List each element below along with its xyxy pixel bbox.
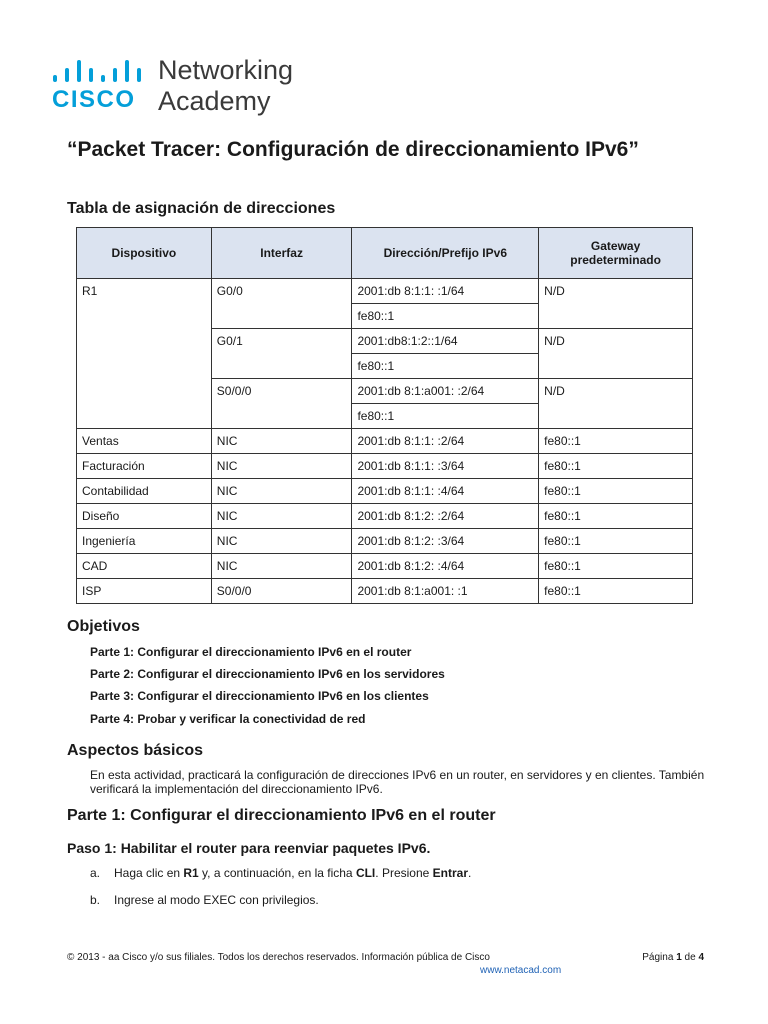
background-heading: Aspectos básicos [67, 742, 204, 759]
device-cell: R1 [77, 279, 212, 429]
interface-cell: NIC [211, 529, 352, 554]
interface-cell: NIC [211, 504, 352, 529]
table-row [77, 279, 693, 304]
instruction-text: Haga clic en [114, 866, 184, 880]
interface-cell: NIC [211, 429, 352, 454]
instruction-letter: b. [90, 893, 101, 907]
background-paragraph: En esta actividad, practicará la configuración de direcciones IPv6 en un router, en servidores y en clientes. También verificará la implementación del direccionamiento IPv6. [90, 768, 705, 796]
link-local-cell: fe80::1 [352, 304, 539, 329]
interface-cell: NIC [211, 554, 352, 579]
objective-item: Parte 2: Configurar el direccionamiento IPv6 en los servidores [90, 667, 445, 681]
address-cell: 2001:db8:1:2::1/64 [352, 329, 539, 354]
device-cell: Ventas [77, 429, 212, 454]
cisco-bars-icon [52, 58, 144, 82]
table-row [77, 429, 693, 454]
footer-url-link[interactable]: www.netacad.com [480, 965, 562, 976]
objective-item: Parte 3: Configurar el direccionamiento IPv6 en los clientes [90, 689, 429, 703]
gateway-cell: fe80::1 [539, 479, 693, 504]
gateway-cell: fe80::1 [539, 504, 693, 529]
interface-cell: G0/0 [211, 279, 352, 329]
footer-page-number: Página 1 de 4 [642, 952, 704, 963]
gateway-cell: N/D [539, 379, 693, 429]
gateway-cell: fe80::1 [539, 454, 693, 479]
address-cell: 2001:db 8:1:2: :3/64 [352, 529, 539, 554]
gateway-cell: N/D [539, 329, 693, 379]
header-gateway: Gateway predeterminado [539, 228, 693, 279]
table-header-row [77, 228, 693, 279]
link-local-cell: fe80::1 [352, 354, 539, 379]
table-row [77, 504, 693, 529]
objective-item: Parte 1: Configurar el direccionamiento IPv6 en el router [90, 645, 412, 659]
instruction-bold-entrar: Entrar [432, 866, 468, 880]
instruction-text: Ingrese al modo EXEC con privilegios. [114, 893, 319, 907]
device-cell: Facturación [77, 454, 212, 479]
header-interface: Interfaz [211, 228, 352, 279]
objective-item: Parte 4: Probar y verificar la conectividad de red [90, 712, 366, 726]
instruction-text: y, a continuación, en la ficha [198, 866, 356, 880]
device-cell: Diseño [77, 504, 212, 529]
address-cell: 2001:db 8:1:2: :4/64 [352, 554, 539, 579]
cisco-wordmark: CISCO [52, 86, 136, 113]
document-title: “Packet Tracer: Configuración de direccionamiento IPv6” [67, 138, 639, 161]
gateway-cell: fe80::1 [539, 529, 693, 554]
instruction-a [90, 866, 471, 880]
footer-copyright: © 2013 - aa Cisco y/o sus filiales. Todos los derechos reservados. Información pública de Cisco [67, 952, 490, 963]
interface-cell: NIC [211, 479, 352, 504]
address-cell: 2001:db 8:1:a001: :2/64 [352, 379, 539, 404]
instruction-text: . [468, 866, 472, 880]
interface-cell: S0/0/0 [211, 379, 352, 429]
interface-cell: NIC [211, 454, 352, 479]
gateway-cell: fe80::1 [539, 429, 693, 454]
address-cell: 2001:db 8:1:2: :2/64 [352, 504, 539, 529]
address-table [76, 227, 693, 604]
instruction-letter: a. [90, 866, 101, 880]
instruction-b [90, 893, 319, 907]
table-row [77, 479, 693, 504]
instruction-text: . Presione [375, 866, 433, 880]
interface-cell: G0/1 [211, 329, 352, 379]
instruction-bold-cli: CLI [355, 866, 376, 880]
link-local-cell: fe80::1 [352, 404, 539, 429]
step1-heading: Paso 1: Habilitar el router para reenviar paquetes IPv6. [67, 840, 431, 856]
address-cell: 2001:db 8:1:1: :2/64 [352, 429, 539, 454]
gateway-cell: fe80::1 [539, 554, 693, 579]
interface-cell: S0/0/0 [211, 579, 352, 604]
device-cell: Contabilidad [77, 479, 212, 504]
address-cell: 2001:db 8:1:1: :4/64 [352, 479, 539, 504]
header-device: Dispositivo [77, 228, 212, 279]
logo-networking-text: Networking [158, 55, 294, 85]
address-cell: 2001:db 8:1:1: :1/64 [352, 279, 539, 304]
header-address: Dirección/Prefijo IPv6 [352, 228, 539, 279]
instruction-bold-r1: R1 [183, 866, 199, 880]
table-row [77, 529, 693, 554]
gateway-cell: fe80::1 [539, 579, 693, 604]
table-row [77, 554, 693, 579]
logo-academy-text: Academy [158, 86, 271, 116]
table-section-title: Tabla de asignación de direcciones [67, 200, 336, 217]
table-row [77, 579, 693, 604]
device-cell: ISP [77, 579, 212, 604]
part1-heading: Parte 1: Configurar el direccionamiento IPv6 en el router [67, 807, 496, 824]
gateway-cell: N/D [539, 279, 693, 329]
table-row [77, 454, 693, 479]
device-cell: Ingeniería [77, 529, 212, 554]
address-cell: 2001:db 8:1:a001: :1 [352, 579, 539, 604]
objectives-heading: Objetivos [67, 618, 140, 635]
address-cell: 2001:db 8:1:1: :3/64 [352, 454, 539, 479]
device-cell: CAD [77, 554, 212, 579]
